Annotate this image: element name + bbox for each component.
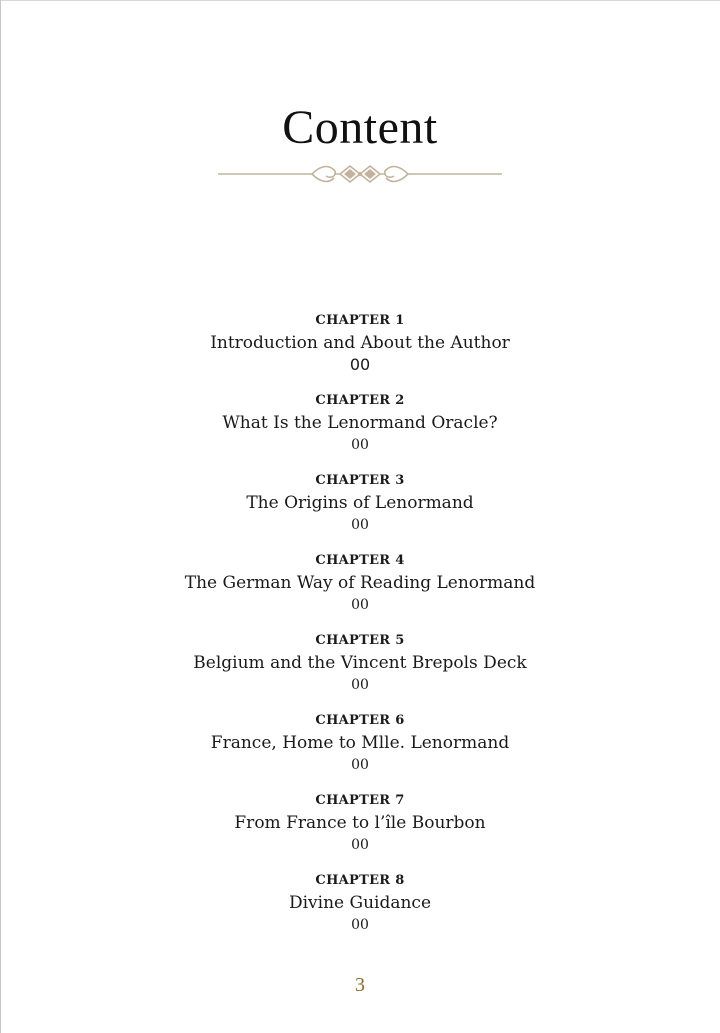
folio-page-number: 3 xyxy=(355,974,365,996)
chapter-page-number: 00 xyxy=(351,597,369,613)
chapter-title[interactable]: France, Home to Mlle. Lenormand xyxy=(210,733,510,753)
page-edge-top xyxy=(0,0,720,1)
toc-entry-chapter-2[interactable] xyxy=(0,390,720,470)
chapter-label: CHAPTER 8 xyxy=(315,873,405,888)
page-title: Content xyxy=(282,101,438,154)
chapter-label: CHAPTER 7 xyxy=(315,793,405,808)
toc-entry-chapter-6[interactable] xyxy=(0,710,720,790)
chapter-title[interactable]: The German Way of Reading Lenormand xyxy=(184,573,536,593)
chapter-label: CHAPTER 5 xyxy=(315,633,405,648)
table-of-contents xyxy=(0,310,720,950)
chapter-title[interactable]: From France to l’île Bourbon xyxy=(234,813,486,833)
chapter-page-number: 00 xyxy=(349,355,371,374)
chapter-label: CHAPTER 3 xyxy=(315,473,405,488)
chapter-label: CHAPTER 4 xyxy=(315,553,405,568)
toc-entry-chapter-5[interactable] xyxy=(0,630,720,710)
flourish-divider-icon xyxy=(216,156,504,192)
chapter-title[interactable]: Divine Guidance xyxy=(288,893,432,913)
chapter-page-number: 00 xyxy=(351,437,369,453)
chapter-title[interactable]: Belgium and the Vincent Brepols Deck xyxy=(193,653,527,673)
chapter-label: CHAPTER 1 xyxy=(315,313,405,328)
chapter-label: CHAPTER 2 xyxy=(315,393,405,408)
chapter-page-number: 00 xyxy=(351,917,369,933)
toc-entry-chapter-7[interactable] xyxy=(0,790,720,870)
chapter-page-number: 00 xyxy=(351,757,369,773)
chapter-page-number: 00 xyxy=(351,677,369,693)
toc-entry-chapter-3[interactable] xyxy=(0,470,720,550)
toc-entry-chapter-4[interactable] xyxy=(0,550,720,630)
chapter-title[interactable]: Introduction and About the Author xyxy=(210,333,510,353)
chapter-label: CHAPTER 6 xyxy=(315,713,405,728)
chapter-page-number: 00 xyxy=(351,837,369,853)
chapter-title[interactable]: The Origins of Lenormand xyxy=(246,493,474,513)
chapter-title[interactable]: What Is the Lenormand Oracle? xyxy=(222,413,498,433)
toc-entry-chapter-8[interactable] xyxy=(0,870,720,950)
chapter-page-number: 00 xyxy=(351,517,369,533)
toc-entry-chapter-1[interactable] xyxy=(0,310,720,390)
